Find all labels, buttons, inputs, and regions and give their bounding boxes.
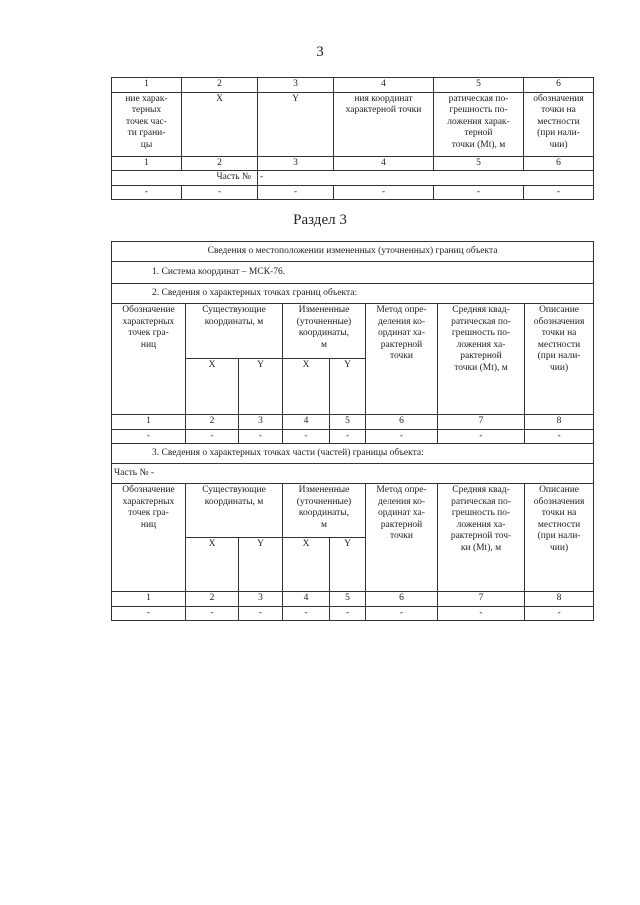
col-number: 8	[525, 415, 594, 430]
col-number: 7	[438, 592, 525, 607]
header-x: X	[283, 359, 330, 415]
table-row	[112, 429, 594, 444]
table-row	[112, 156, 594, 171]
header-method: Метод опре- деления ко- ординат ха- рактерной точки	[366, 304, 438, 415]
table-row	[112, 304, 594, 359]
table-cell: -	[239, 429, 283, 444]
header-x: X	[186, 538, 239, 592]
col-number: 2	[186, 415, 239, 430]
table-cell: -	[366, 429, 438, 444]
col-number: 3	[258, 78, 334, 93]
table-row	[112, 484, 594, 538]
col-number: 6	[366, 592, 438, 607]
header-cell: Y	[258, 92, 334, 156]
table-row	[112, 171, 594, 186]
header-existing: Существующие координаты, м	[186, 304, 283, 359]
header-cell: обозначения точки на местности (при нали- чии)	[524, 92, 594, 156]
col-number: 1	[112, 415, 186, 430]
col-number: 1	[112, 78, 182, 93]
table-row	[112, 78, 594, 93]
header-description: Описание обозначения точки на местности (при нали- чии)	[525, 304, 594, 415]
table-row	[112, 606, 594, 621]
header-existing: Существующие координаты, м	[186, 484, 283, 538]
col-number: 7	[438, 415, 525, 430]
header-x: X	[283, 538, 330, 592]
header-precision: Средняя квад- ратическая по- грешность по- ложения ха- рактерной точ- ки (Mt), м	[438, 484, 525, 592]
table-cell: -	[330, 606, 366, 621]
col-number: 4	[283, 592, 330, 607]
part-label: Часть № -	[112, 464, 594, 484]
header-cell: ние харак- терных точек час- ти грани- цы	[112, 92, 182, 156]
table-cell: -	[182, 185, 258, 200]
col-number: 2	[186, 592, 239, 607]
header-designation: Обозначение характерных точек гра- ниц	[112, 304, 186, 415]
header-method: Метод опре- деления ко- ординат ха- рактерной точки	[366, 484, 438, 592]
table-cell: -	[524, 185, 594, 200]
col-number: 4	[334, 156, 434, 171]
part-value: -	[258, 171, 594, 186]
table-row	[112, 262, 594, 284]
section-title: Раздел 3	[293, 212, 347, 228]
header-y: Y	[330, 538, 366, 592]
col-number: 3	[239, 415, 283, 430]
col-number: 2	[182, 78, 258, 93]
table-row	[112, 464, 594, 484]
header-changed: Измененные (уточненные) координаты, м	[283, 304, 366, 359]
header-y: Y	[239, 359, 283, 415]
table-cell: -	[330, 429, 366, 444]
table-cell: -	[525, 429, 594, 444]
boundary-table	[111, 241, 594, 621]
table-cell: -	[434, 185, 524, 200]
table-cell: -	[438, 429, 525, 444]
col-number: 6	[366, 415, 438, 430]
table-row	[112, 185, 594, 200]
header-cell: X	[182, 92, 258, 156]
col-number: 5	[434, 78, 524, 93]
table-cell: -	[283, 606, 330, 621]
col-number: 8	[525, 592, 594, 607]
table-row	[112, 242, 594, 262]
table-cell: -	[438, 606, 525, 621]
table-cell: -	[186, 606, 239, 621]
page-number: 3	[316, 44, 324, 60]
header-cell: ратическая по- грешность по- ложения харак- терной точки (Mt), м	[434, 92, 524, 156]
table-row	[112, 444, 594, 464]
table-continued	[111, 77, 594, 200]
table-cell: -	[525, 606, 594, 621]
col-number: 2	[182, 156, 258, 171]
col-number: 4	[334, 78, 434, 93]
header-y: Y	[239, 538, 283, 592]
table-cell: -	[283, 429, 330, 444]
table-row	[112, 284, 594, 304]
header-precision: Средняя квад- ратическая по- грешность по- ложения ха- рактерной точки (Mt), м	[438, 304, 525, 415]
col-number: 3	[239, 592, 283, 607]
header-y: Y	[330, 359, 366, 415]
header-designation: Обозначение характерных точек гра- ниц	[112, 484, 186, 592]
col-number: 1	[112, 156, 182, 171]
col-number: 3	[258, 156, 334, 171]
points-heading: 2. Сведения о характерных точках границ объекта:	[112, 284, 594, 304]
header-x: X	[186, 359, 239, 415]
col-number: 5	[434, 156, 524, 171]
table-cell: -	[239, 606, 283, 621]
col-number: 6	[524, 78, 594, 93]
table-cell: -	[366, 606, 438, 621]
table-cell: -	[112, 606, 186, 621]
col-number: 6	[524, 156, 594, 171]
col-number: 1	[112, 592, 186, 607]
header-changed: Измененные (уточненные) координаты, м	[283, 484, 366, 538]
header-description: Описание обозначения точки на местности (при нали- чии)	[525, 484, 594, 592]
table-row	[112, 592, 594, 607]
table-title: Сведения о местоположении измененных (уточненных) границ объекта	[112, 242, 594, 262]
coord-system: 1. Система координат – МСК-76.	[112, 262, 594, 284]
table-cell: -	[186, 429, 239, 444]
col-number: 5	[330, 592, 366, 607]
table-cell: -	[112, 429, 186, 444]
col-number: 4	[283, 415, 330, 430]
table-cell: -	[258, 185, 334, 200]
part-points-heading: 3. Сведения о характерных точках части (частей) границы объекта:	[112, 444, 594, 464]
col-number: 5	[330, 415, 366, 430]
table-row	[112, 92, 594, 156]
table-cell: -	[334, 185, 434, 200]
table-cell: -	[112, 185, 182, 200]
header-cell: ния координат характерной точки	[334, 92, 434, 156]
table-row	[112, 415, 594, 430]
part-label: Часть №	[112, 171, 258, 186]
